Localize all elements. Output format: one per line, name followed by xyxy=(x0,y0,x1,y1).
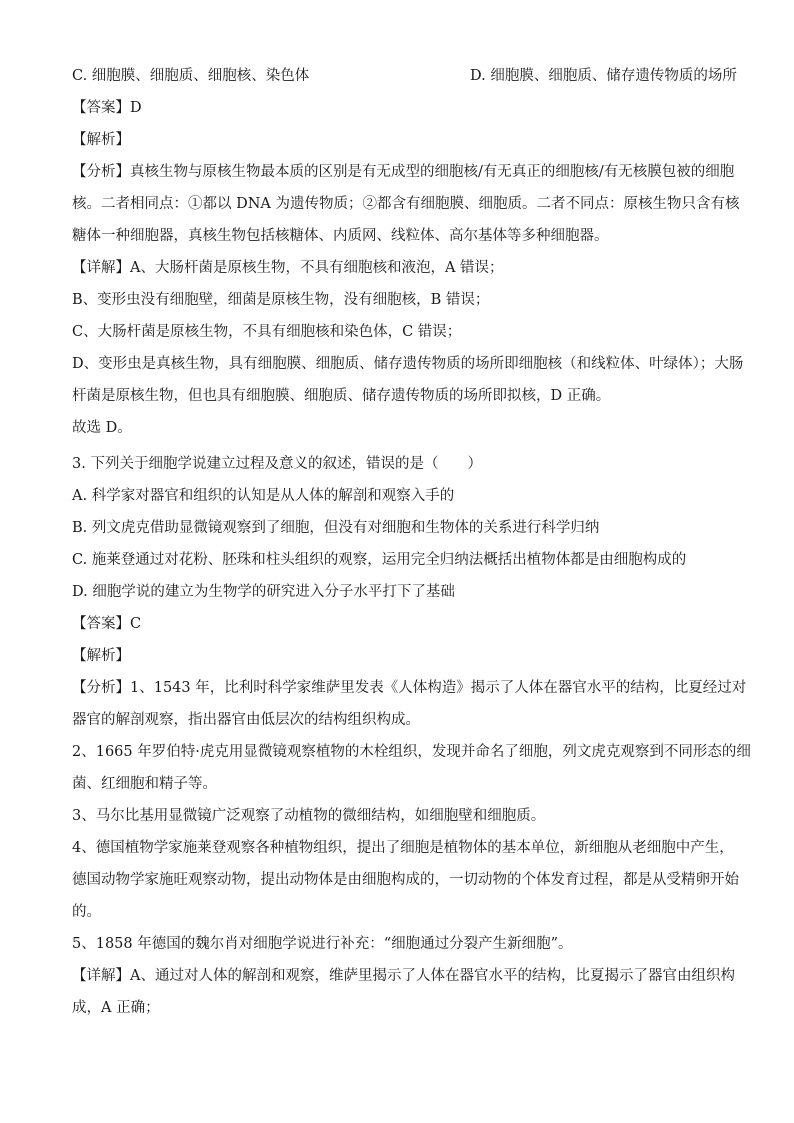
question-3-option-a: A. 科学家对器官和组织的认知是从人体的解剖和观察入手的 xyxy=(72,488,455,504)
option-c-line xyxy=(72,66,737,86)
question-3-option-b: B. 列文虎克借助显微镜观察到了细胞，但没有对细胞和生物体的关系进行科学归纳 xyxy=(72,520,600,536)
conclusion-text: 故选 D。 xyxy=(72,420,132,436)
option-c: C. 细胞膜、细胞质、细胞核、染色体 xyxy=(72,68,310,84)
analysis-text: 5、1858 年德国的魏尔肖对细胞学说进行补充：“细胞通过分裂产生新细胞”。 xyxy=(72,936,573,952)
detail-text: B、变形虫没有细胞壁，细菌是原核生物，没有细胞核，B 错误； xyxy=(72,292,490,308)
analysis-text: 糖体一种细胞器，真核生物包括核糖体、内质网、线粒体、高尔基体等多种细胞器。 xyxy=(72,228,609,244)
detail-text: D、变形虫是真核生物，具有细胞膜、细胞质、储存遗传物质的场所即细胞核（和线粒体、叶绿体）；大肠 xyxy=(72,356,744,372)
analysis-text: 【分析】1、1543 年，比利时科学家维萨里发表《人体构造》揭示了人体在器官水平的结构，比夏经过对 xyxy=(72,680,747,696)
analysis-text: 的。 xyxy=(72,904,101,920)
analysis-text: 菌、红细胞和精子等。 xyxy=(72,776,217,792)
question-3-stem: 3. 下列关于细胞学说建立过程及意义的叙述，错误的是（ ） xyxy=(72,456,482,472)
question-3-option-c: C. 施莱登通过对花粉、胚珠和柱头组织的观察，运用完全归纳法概括出植物体都是由细胞构成的 xyxy=(72,552,687,568)
analysis-text: 德国动物学家施旺观察动物，提出动物体是由细胞构成的，一切动物的个体发育过程，都是从受精卵开始 xyxy=(72,872,739,888)
analysis-text: 2、1665 年罗伯特·虎克用显微镜观察植物的木栓组织，发现并命名了细胞，列文虎克观察到不同形态的细 xyxy=(72,744,751,760)
detail-text: 杆菌是原核生物，但也具有细胞膜、细胞质、储存遗传物质的场所即拟核，D 正确。 xyxy=(72,388,611,404)
analysis-text: 器官的解剖观察，指出器官由低层次的结构组织构成。 xyxy=(72,712,420,728)
analysis-heading: 【解析】 xyxy=(72,132,130,148)
analysis-heading: 【解析】 xyxy=(72,648,130,664)
detail-text: 【详解】A、大肠杆菌是原核生物，不具有细胞核和液泡，A 错误； xyxy=(72,260,504,276)
analysis-text: 3、马尔比基用显微镜广泛观察了动植物的微细结构，如细胞壁和细胞质。 xyxy=(72,808,546,824)
detail-text: C、大肠杆菌是原核生物，不具有细胞核和染色体，C 错误； xyxy=(72,324,462,340)
analysis-text: 核。二者相同点：①都以 DNA 为遗传物质；②都含有细胞膜、细胞质。二者不同点：原核生物只含有核 xyxy=(72,196,740,212)
question-3-option-d: D. 细胞学说的建立为生物学的研究进入分子水平打下了基础 xyxy=(72,584,455,600)
option-d: D. 细胞膜、细胞质、储存遗传物质的场所 xyxy=(470,68,737,84)
detail-text: 【详解】A、通过对人体的解剖和观察，维萨里揭示了人体在器官水平的结构，比夏揭示了器官由组织构 xyxy=(72,968,735,984)
answer-label: 【答案】C xyxy=(72,616,142,632)
analysis-text: 【分析】真核生物与原核生物最本质的区别是有无成型的细胞核/有无真正的细胞核/有无核膜包被的细胞 xyxy=(72,164,735,180)
detail-text: 成，A 正确； xyxy=(72,1000,160,1016)
analysis-text: 4、德国植物学家施莱登观察各种植物组织，提出了细胞是植物体的基本单位，新细胞从老细胞中产生， xyxy=(72,840,734,856)
answer-label: 【答案】D xyxy=(72,100,142,116)
